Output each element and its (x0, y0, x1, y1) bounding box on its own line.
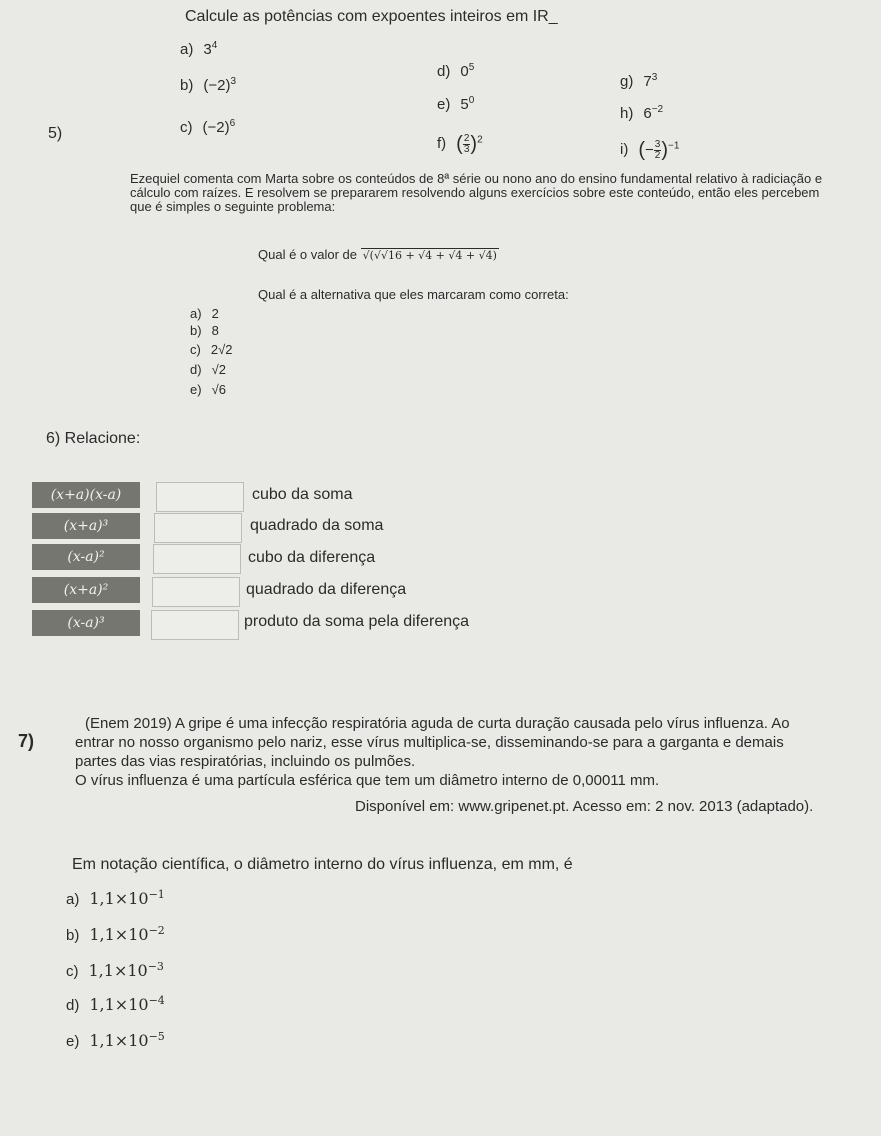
q5-item-c: c) $(-2)^6$ (180, 118, 236, 136)
q5-title: Calcule as potências com expoentes inteiros em IR_ (185, 8, 558, 25)
q5-option-d[interactable]: d) √2 (190, 362, 226, 377)
q6-answer-box-3[interactable] (153, 544, 241, 574)
q5-item-g: g) $7^3$ (620, 72, 658, 90)
q7-option-d[interactable]: d) $1,1\times 10^{-4}$ (66, 994, 165, 1014)
q5-question2: Qual é a alternativa que eles marcaram como correta: (258, 287, 569, 302)
q5-option-c[interactable]: c) 2√2 (190, 342, 233, 357)
q7-line2: entrar no nosso organismo pelo nariz, esse vírus multiplica-se, disseminando-se para a garganta e demais (75, 734, 784, 751)
q5-question: Qual é o valor de √(√√16 + √4 + √4 + √4) (258, 247, 497, 262)
q5-item-a: a) $3^4$ (180, 40, 218, 58)
q6-right-4: quadrado da diferença (246, 581, 407, 598)
q6-left-4: (x+a)² (32, 577, 140, 603)
q5-option-e[interactable]: e) √6 (190, 382, 226, 397)
q5-item-b: b) $(-2)^3$ (180, 76, 236, 94)
q6-left-1: (x+a)(x-a) (32, 482, 140, 508)
q5-number: 5) (48, 125, 63, 142)
q6-answer-box-2[interactable] (154, 513, 242, 543)
q6-title: 6) Relacione: (46, 430, 141, 447)
q6-left-5: (x-a)³ (32, 610, 140, 636)
q6-answer-box-1[interactable] (156, 482, 244, 512)
q6-left-2: (x+a)³ (32, 513, 140, 539)
q6-right-2: quadrado da soma (250, 517, 384, 534)
q7-option-e[interactable]: e) $1,1\times 10^{-5}$ (66, 1030, 165, 1050)
q5-paragraph: Ezequiel comenta com Marta sobre os conteúdos de 8ª série ou nono ano do ensino fundamental relativo à radiciação e cálculo com raízes. E resolvem se prepararem resolvendo alguns exercícios sobre este conteúdo, então eles percebem que é simples o seguinte problema: (130, 171, 823, 214)
q6-left-3: (x-a)² (32, 544, 140, 570)
q7-line1: (Enem 2019) A gripe é uma infecção respiratória aguda de curta duração causada pelo vírus influenza. Ao (85, 715, 790, 732)
q5-option-a[interactable]: a) 2 (190, 306, 219, 321)
q7-line4: O vírus influenza é uma partícula esférica que tem um diâmetro interno de 0,00011 mm. (75, 772, 660, 789)
q5-item-h: h) $6^{-2}$ (620, 104, 664, 122)
q5-option-b[interactable]: b) 8 (190, 323, 219, 338)
q7-question: Em notação científica, o diâmetro interno do vírus influenza, em mm, é (72, 856, 573, 873)
q5-item-i: i) (− $\frac{3}{2}$ )$^{-1}$ (620, 139, 680, 161)
q6-right-5: produto da soma pela diferença (244, 613, 470, 630)
q6-answer-box-4[interactable] (152, 577, 240, 607)
q6-answer-box-5[interactable] (151, 610, 239, 640)
q7-line3: partes das vias respiratórias, incluindo os pulmões. (75, 753, 416, 770)
q5-item-d: d) $0^5$ (437, 62, 475, 80)
q7-option-c[interactable]: c) $1,1\times 10^{-3}$ (66, 960, 164, 980)
q7-option-a[interactable]: a) $1,1\times 10^{-1}$ (66, 888, 165, 908)
q7-option-b[interactable]: b) $1,1\times 10^{-2}$ (66, 924, 165, 944)
q5-expression: √(√√16 + √4 + √4 + √4) (362, 249, 497, 262)
q7-source: Disponível em: www.gripenet.pt. Acesso em: 2 nov. 2013 (adaptado). (355, 798, 814, 815)
q5-item-f: f) ( $\frac{2}{3}$ )$^2$ (437, 133, 483, 155)
q7-number: 7) (18, 731, 35, 751)
q6-right-3: cubo da diferença (248, 549, 376, 566)
q5-item-e: e) $5^0$ (437, 95, 475, 113)
q6-right-1: cubo da soma (252, 486, 353, 503)
